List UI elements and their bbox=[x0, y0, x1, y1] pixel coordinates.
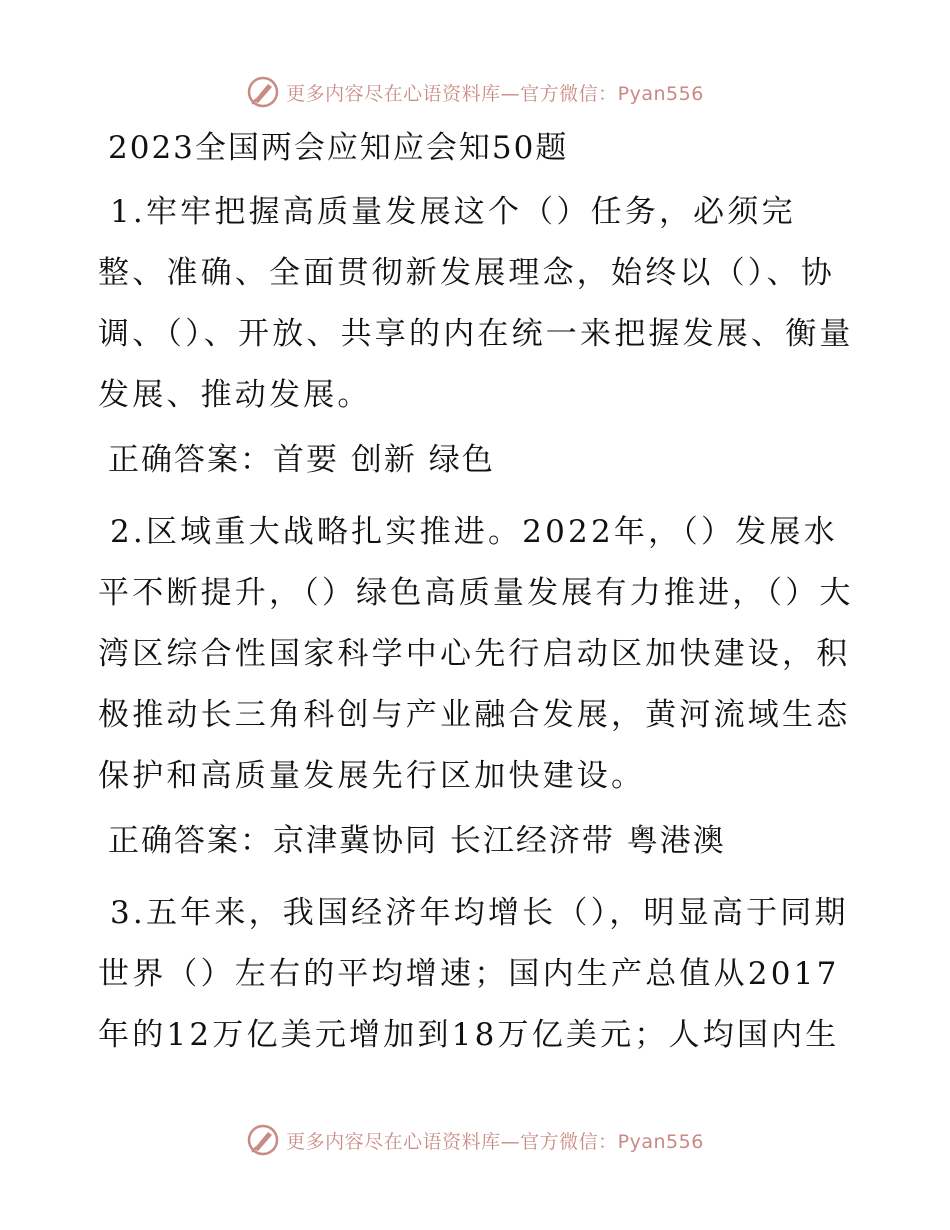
footer-watermark bbox=[0, 1120, 950, 1160]
answer-1: 正确答案：首要 创新 绿色 bbox=[108, 442, 495, 478]
watermark-text: 更多内容尽在心语资料库—官方微信：Pyan556 bbox=[286, 82, 704, 105]
quill-logo-icon bbox=[246, 1123, 280, 1157]
question-2 bbox=[98, 502, 858, 807]
document-body bbox=[98, 124, 858, 1066]
document-title: 2023全国两会应知应会知50题 bbox=[108, 130, 569, 166]
header-watermark bbox=[0, 72, 950, 112]
watermark-text: 更多内容尽在心语资料库—官方微信：Pyan556 bbox=[286, 1130, 704, 1153]
question-1 bbox=[98, 182, 858, 426]
question-text: 2.区域重大战略扎实推进。2022年，（）发展水平不断提升，（）绿色高质量发展有力推进，（）大湾区综合性国家科学中心先行启动区加快建设，积极推动长三角科创与产业融合发展，黄河流域生态保护和高质量发展先行区加快建设。 bbox=[98, 514, 854, 794]
question-text: 1.牢牢把握高质量发展这个（）任务，必须完整、准确、全面贯彻新发展理念，始终以（）、协调、（）、开放、共享的内在统一来把握发展、衡量发展、推动发展。 bbox=[98, 194, 854, 413]
question-3 bbox=[98, 883, 858, 1066]
question-text: 3.五年来，我国经济年均增长（），明显高于同期世界（）左右的平均增速；国内生产总值从2017年的12万亿美元增加到18万亿美元；人均国内生 bbox=[98, 895, 849, 1053]
quill-logo-icon bbox=[246, 75, 280, 109]
answer-2: 正确答案：京津冀协同 长江经济带 粤港澳 bbox=[108, 823, 726, 859]
